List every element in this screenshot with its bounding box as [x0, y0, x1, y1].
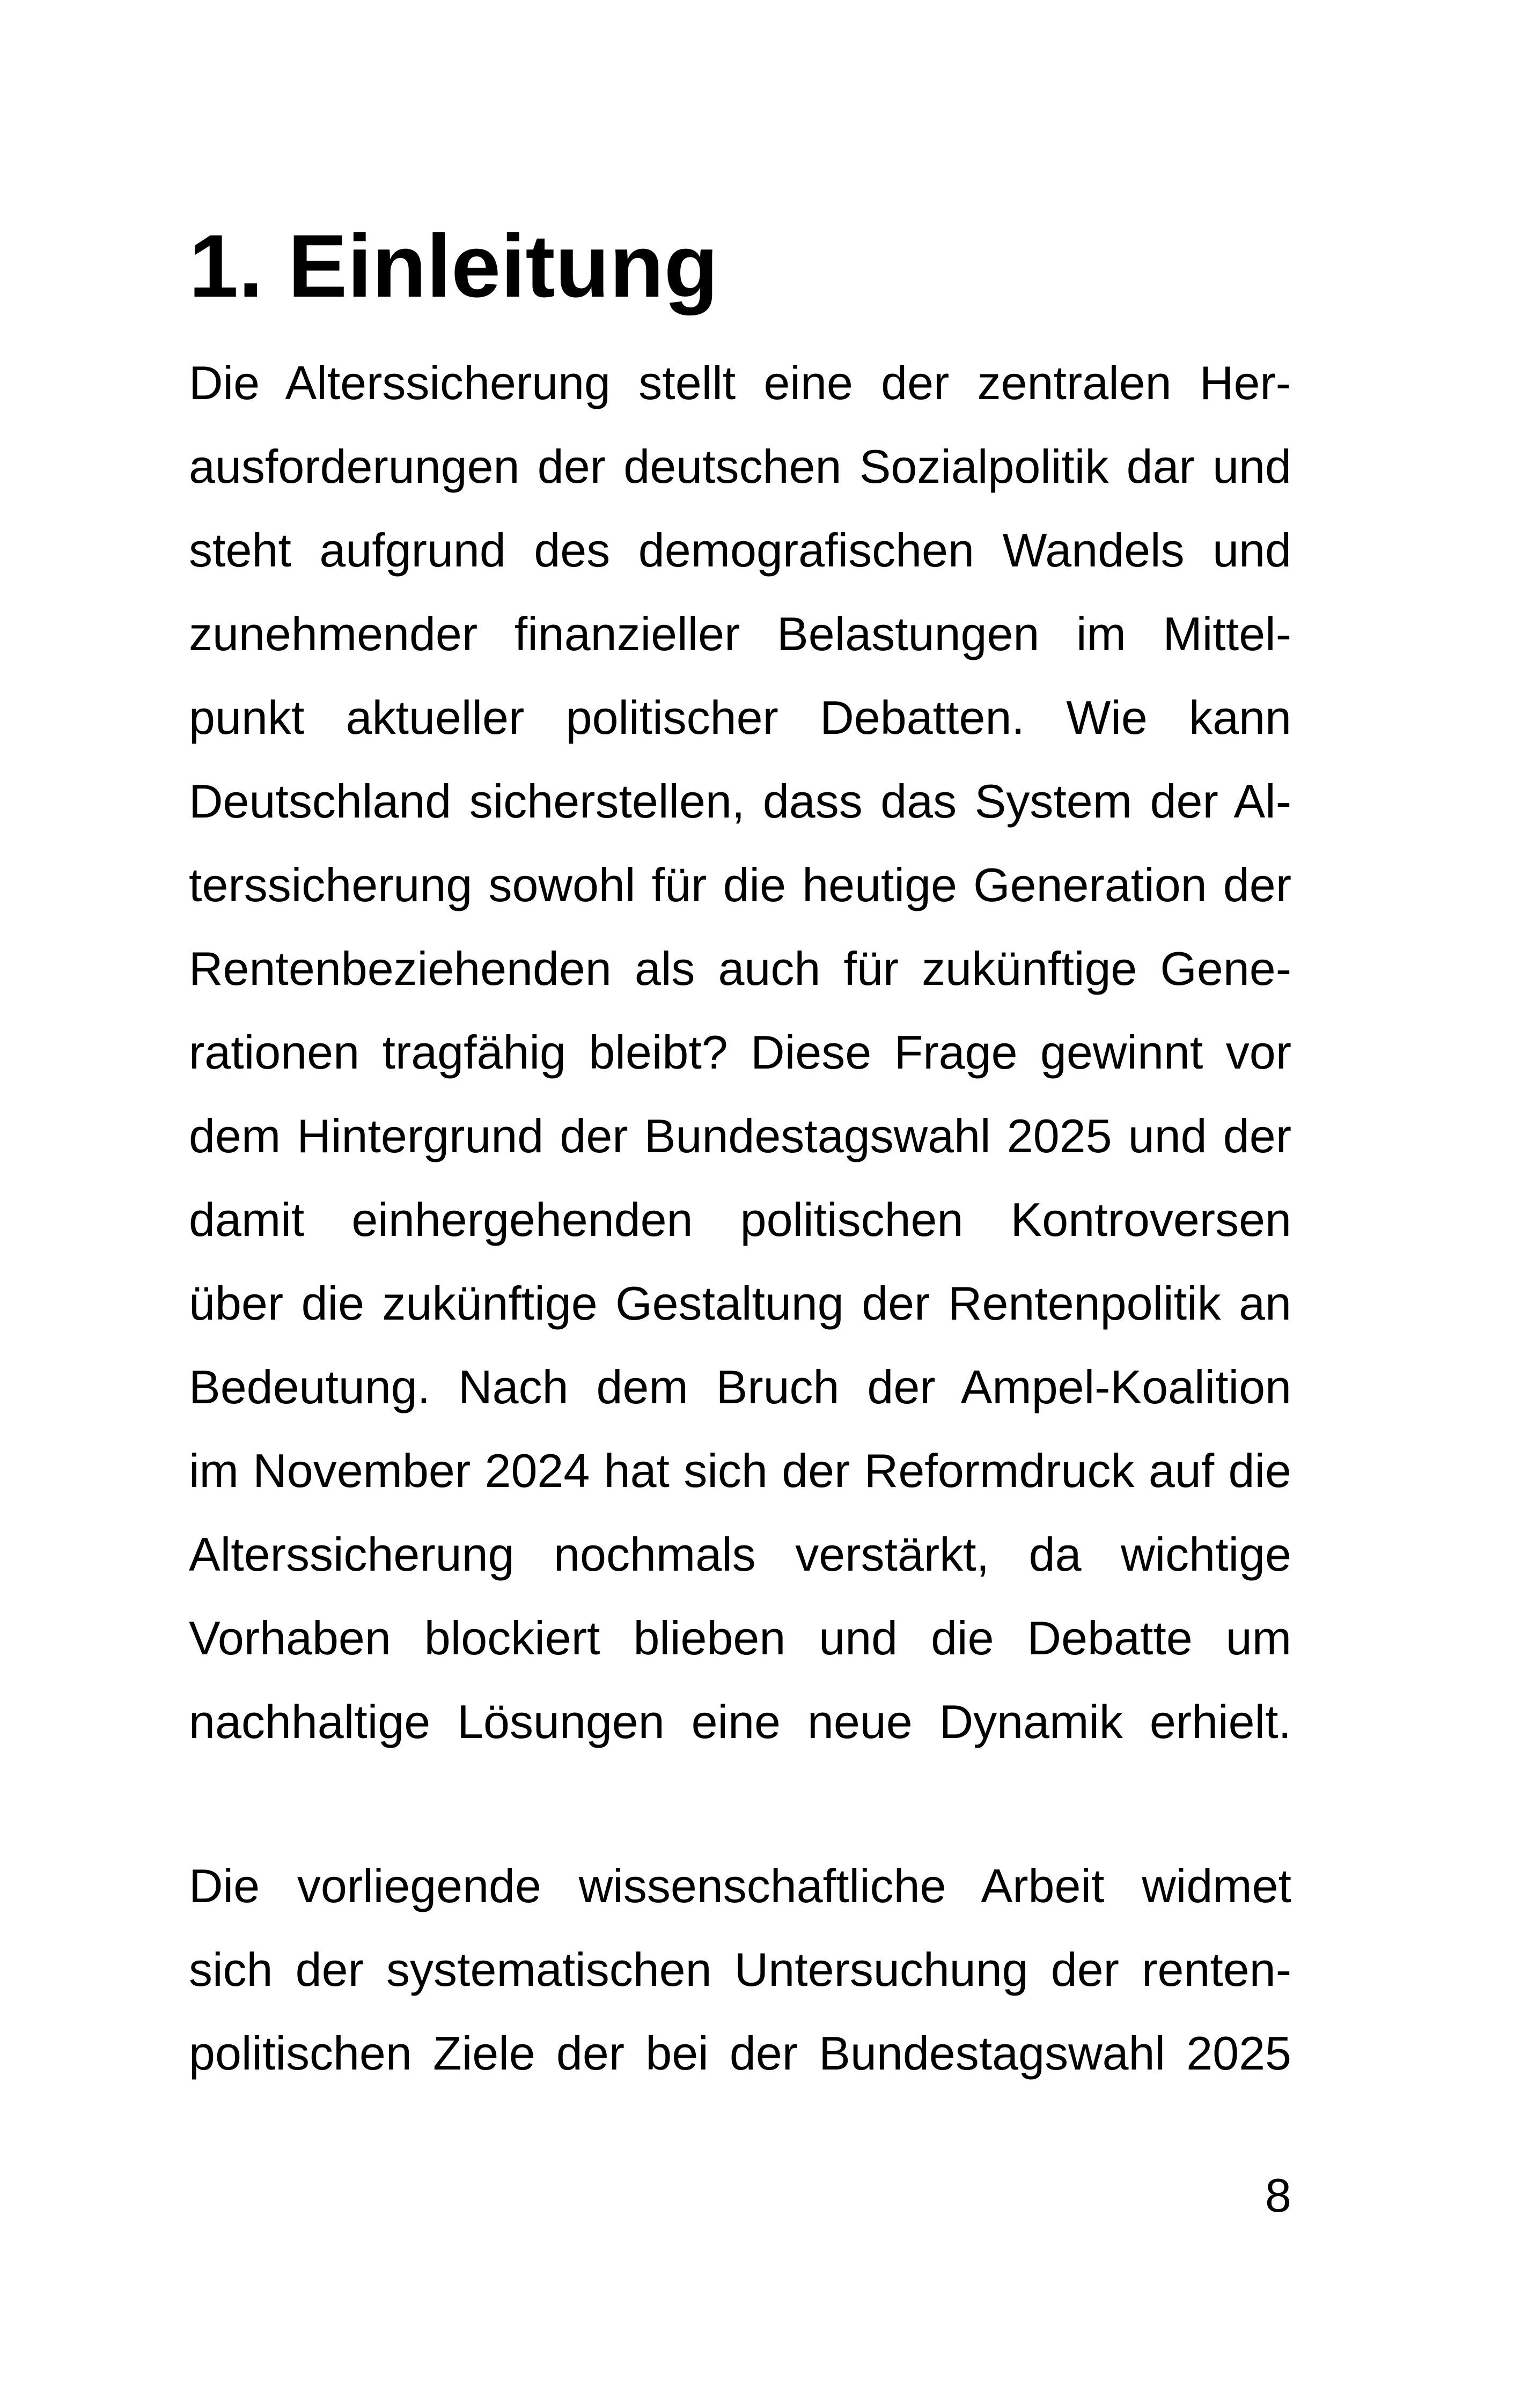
paragraph-line: dem Hintergrund der Bundestagswahl 2025 und der: [189, 1109, 1291, 1162]
paragraph-line: Die Alterssicherung stellt eine der zentralen Her-: [189, 356, 1291, 409]
paragraph-research-aim: [189, 1844, 1291, 2095]
paragraph-introduction: [189, 341, 1291, 1764]
paragraph-line: punkt aktueller politischer Debatten. Wie kann: [189, 691, 1291, 744]
chapter-heading: 1. Einleitung: [189, 217, 718, 316]
paragraph-line: ausforderungen der deutschen Sozialpolitik dar und: [189, 440, 1291, 493]
paragraph-line: damit einhergehenden politischen Kontroversen: [189, 1193, 1291, 1246]
paragraph-line: Vorhaben blockiert blieben und die Debatte um: [189, 1611, 1291, 1665]
paragraph-line: sich der systematischen Untersuchung der renten-: [189, 1943, 1291, 1996]
paragraph-line: nachhaltige Lösungen eine neue Dynamik erhielt.: [189, 1695, 1291, 1748]
page-number: 8: [1265, 2169, 1291, 2222]
paragraph-line: terssicherung sowohl für die heutige Generation der: [189, 858, 1291, 911]
paragraph-line: im November 2024 hat sich der Reformdruck auf die: [189, 1444, 1291, 1497]
paragraph-line: steht aufgrund des demografischen Wandels und: [189, 524, 1291, 577]
paragraph-line: Rentenbeziehenden als auch für zukünftige Gene-: [189, 942, 1291, 995]
paragraph-line: rationen tragfähig bleibt? Diese Frage gewinnt vor: [189, 1026, 1291, 1079]
paragraph-line: politischen Ziele der bei der Bundestagswahl 2025: [189, 2027, 1291, 2080]
paragraph-line: Die vorliegende wissenschaftliche Arbeit widmet: [189, 1859, 1291, 1912]
paragraph-line: Alterssicherung nochmals verstärkt, da wichtige: [189, 1528, 1291, 1581]
paragraph-line: Bedeutung. Nach dem Bruch der Ampel-Koalition: [189, 1360, 1291, 1413]
paragraph-line: Deutschland sicherstellen, dass das System der Al-: [189, 775, 1291, 828]
paragraph-line: zunehmender finanzieller Belastungen im Mittel-: [189, 607, 1291, 660]
paragraph-line: über die zukünftige Gestaltung der Rentenpolitik an: [189, 1277, 1291, 1330]
